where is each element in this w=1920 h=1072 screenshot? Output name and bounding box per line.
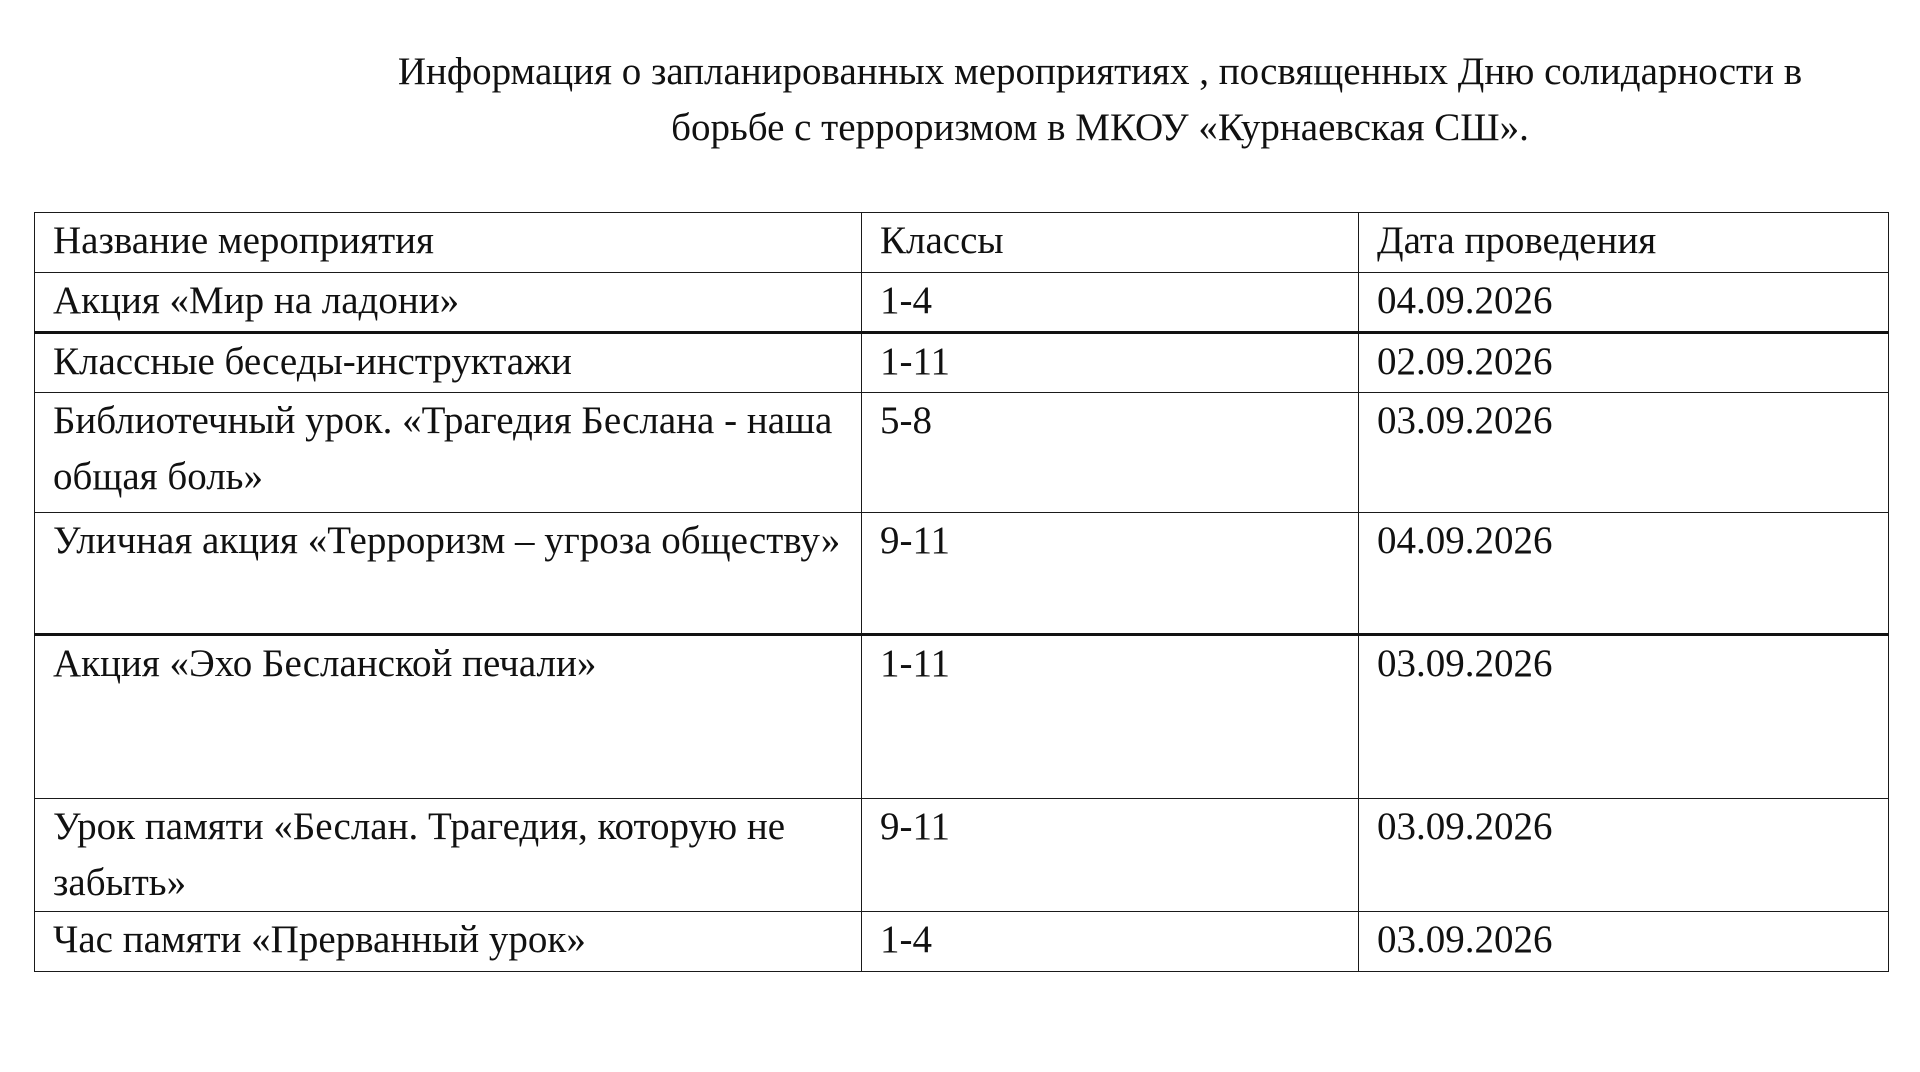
- column-header-date: Дата проведения: [1359, 213, 1889, 273]
- column-header-classes: Классы: [862, 213, 1359, 273]
- table-row: [35, 273, 1889, 333]
- classes-cell: 5-8: [862, 393, 1359, 513]
- classes-cell: 1-4: [862, 912, 1359, 972]
- event-name-cell: Акция «Эхо Бесланской печали»: [35, 635, 862, 799]
- document-title-line-2: борьбе с терроризмом в МКОУ «Курнаевская СШ».: [671, 106, 1529, 149]
- date-cell: 03.09.2026: [1359, 635, 1889, 799]
- table-header-row: [35, 213, 1889, 273]
- document-title-line-1: Информация о запланированных мероприятиях , посвященных Дню солидарности в: [397, 50, 1803, 93]
- date-cell: 02.09.2026: [1359, 333, 1889, 393]
- table-row: [35, 912, 1889, 972]
- event-name-cell: Библиотечный урок. «Трагедия Беслана - наша общая боль»: [35, 393, 862, 513]
- table-row: [35, 635, 1889, 799]
- date-cell: 03.09.2026: [1359, 912, 1889, 972]
- events-table: [34, 212, 1889, 972]
- table-row: [35, 799, 1889, 912]
- classes-cell: 9-11: [862, 799, 1359, 912]
- event-name-cell: Урок памяти «Беслан. Трагедия, которую не забыть»: [35, 799, 862, 912]
- table-row: [35, 393, 1889, 513]
- date-cell: 04.09.2026: [1359, 273, 1889, 333]
- classes-cell: 1-11: [862, 333, 1359, 393]
- classes-cell: 9-11: [862, 513, 1359, 635]
- event-name-cell: Час памяти «Прерванный урок»: [35, 912, 862, 972]
- event-name-cell: Акция «Мир на ладони»: [35, 273, 862, 333]
- table-row: [35, 333, 1889, 393]
- date-cell: 03.09.2026: [1359, 393, 1889, 513]
- document-title: [300, 44, 1900, 156]
- event-name-cell: Классные беседы-инструктажи: [35, 333, 862, 393]
- date-cell: 03.09.2026: [1359, 799, 1889, 912]
- table-row: [35, 513, 1889, 635]
- classes-cell: 1-11: [862, 635, 1359, 799]
- date-cell: 04.09.2026: [1359, 513, 1889, 635]
- classes-cell: 1-4: [862, 273, 1359, 333]
- column-header-event-name: Название мероприятия: [35, 213, 862, 273]
- event-name-cell: Уличная акция «Терроризм – угроза обществу»: [35, 513, 862, 635]
